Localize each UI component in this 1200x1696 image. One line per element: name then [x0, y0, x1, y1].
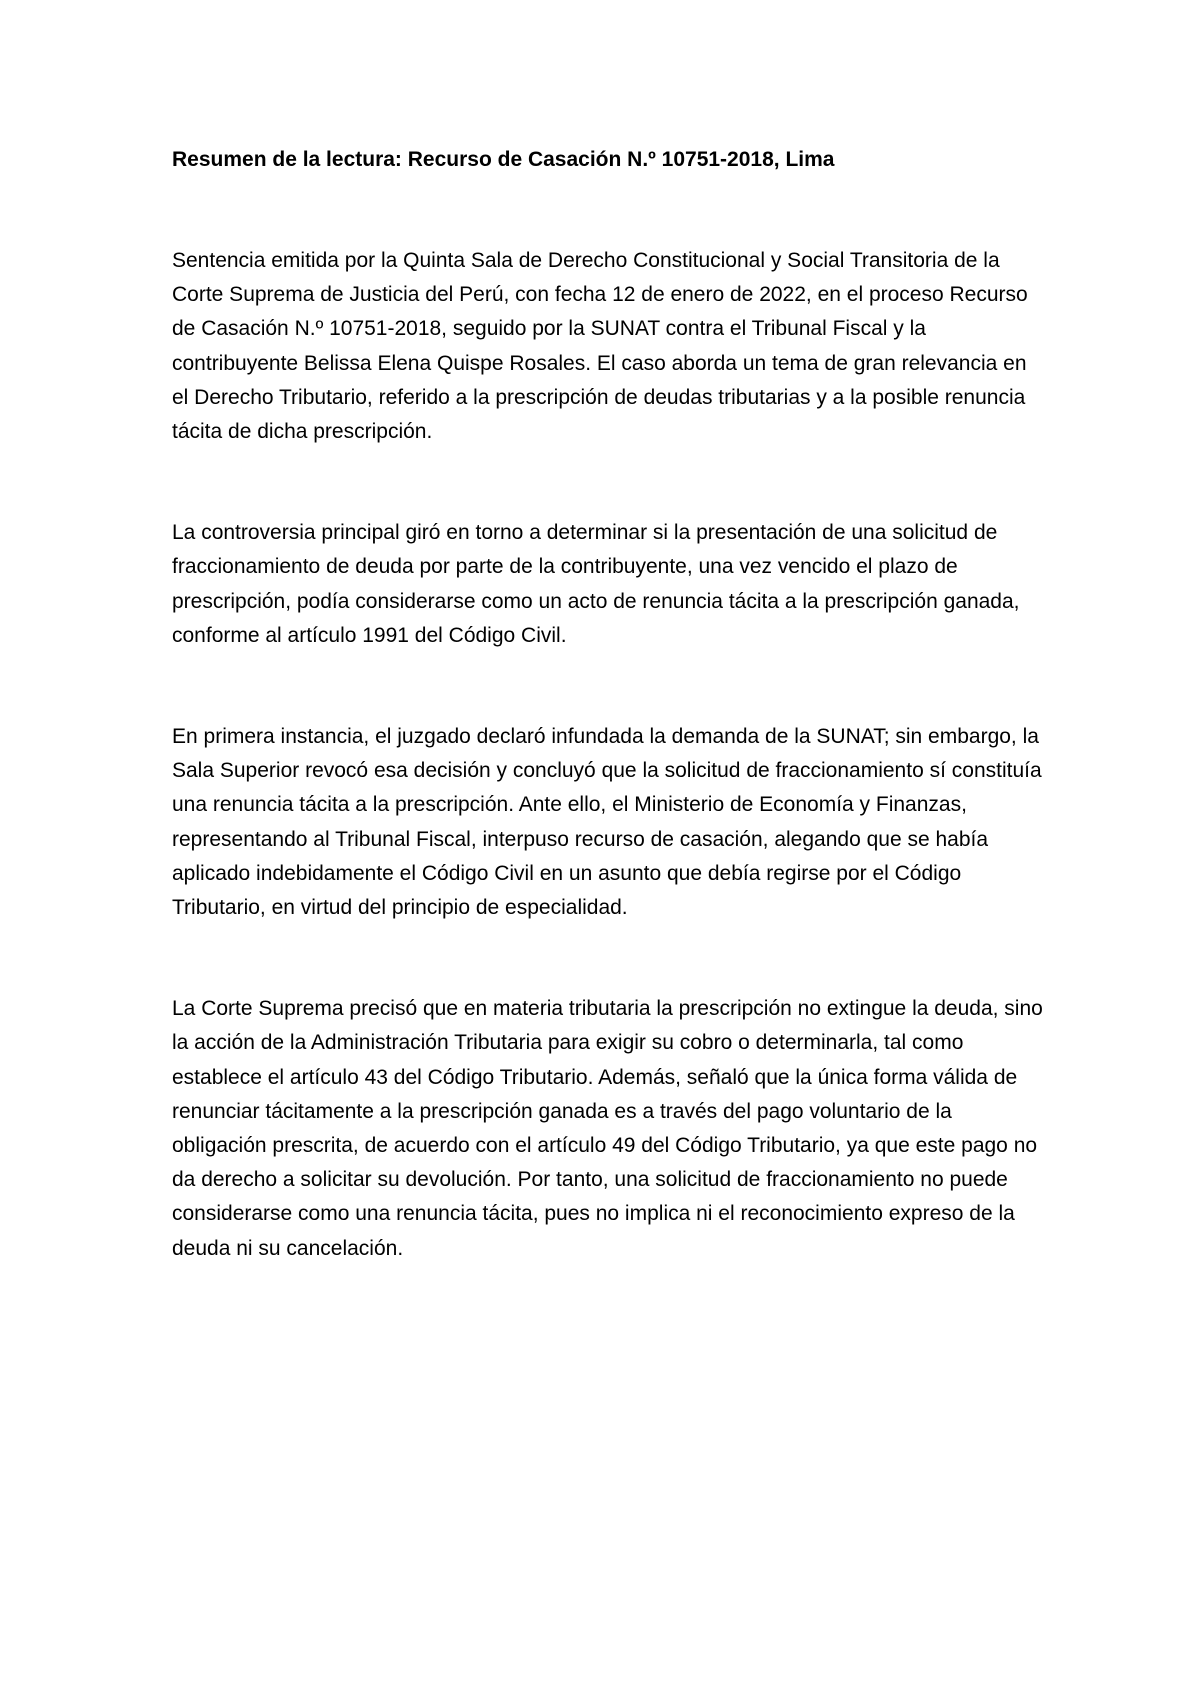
document-body [172, 146, 1044, 1266]
paragraph-corte-suprema: La Corte Suprema precisó que en materia tributaria la prescripción no extingue la deuda, sino la acción de la Administración Tributaria para exigir su cobro o determinarla, tal como establece el artículo 43 del Código Tributario. Además, señaló que la única forma válida de renunciar tácitamente a la prescripción ganada es a través del pago voluntario de la obligación prescrita, de acuerdo con el artículo 49 del Código Tributario, ya que este pago no da derecho a solicitar su devolución. Por tanto, una solicitud de fraccionamiento no puede considerarse como una renuncia tácita, pues no implica ni el reconocimiento expreso de la deuda ni su cancelación. [172, 997, 1043, 1260]
paragraph-controversia: La controversia principal giró en torno a determinar si la presentación de una solicitud de fraccionamiento de deuda por parte de la contribuyente, una vez vencido el plazo de prescripción, podía considerarse como un acto de renuncia tácita a la prescripción ganada, conforme al artículo 1991 del Código Civil. [172, 521, 1020, 647]
paragraph-sentencia: Sentencia emitida por la Quinta Sala de Derecho Constitucional y Social Transitoria de la Corte Suprema de Justicia del Perú, con fecha 12 de enero de 2022, en el proceso Recurso de Casación N.º 10751-2018, seguido por la SUNAT contra el Tribunal Fiscal y la contribuyente Belissa Elena Quispe Rosales. El caso aborda un tema de gran relevancia en el Derecho Tributario, referido a la prescripción de deudas tributarias y a la posible renuncia tácita de dicha prescripción. [172, 249, 1028, 444]
paragraph-primera-instancia: En primera instancia, el juzgado declaró infundada la demanda de la SUNAT; sin embargo, la Sala Superior revocó esa decisión y concluyó que la solicitud de fraccionamiento sí constituía una renuncia tácita a la prescripción. Ante ello, el Ministerio de Economía y Finanzas, representando al Tribunal Fiscal, interpuso recurso de casación, alegando que se había aplicado indebidamente el Código Civil en un asunto que debía regirse por el Código Tributario, en virtud del principio de especialidad. [172, 725, 1042, 920]
document-title: Resumen de la lectura: Recurso de Casación N.º 10751-2018, Lima [172, 148, 835, 171]
